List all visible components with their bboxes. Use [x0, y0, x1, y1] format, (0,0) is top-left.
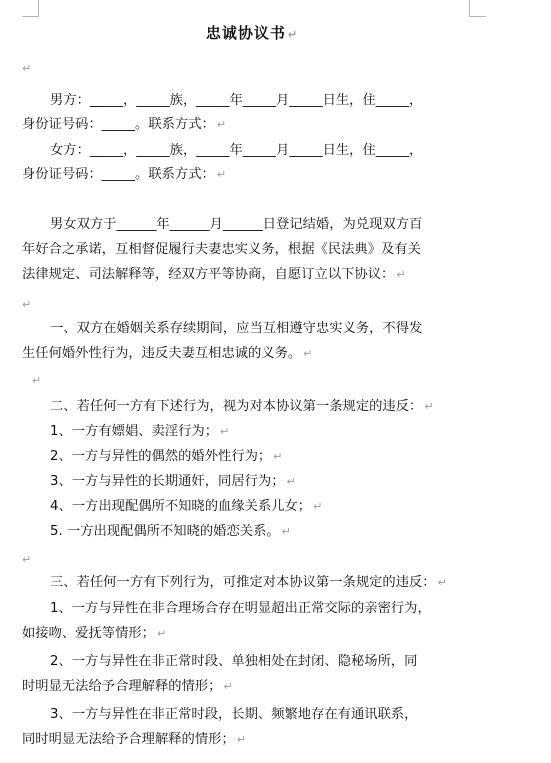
article-3-item-1-line-1: 1、一方与异性在非合理场合存在明显超出正常交际的亲密行为，	[50, 601, 431, 616]
paragraph-mark-icon: ↵	[236, 733, 246, 746]
empty-paragraph-mark-icon: ↵	[22, 298, 32, 311]
article-3-item-1-line-2: 如接吻、爱抚等情形； ↵	[22, 626, 167, 641]
article-2-item-3: 3、一方与异性的长期通奸，同居行为； ↵	[50, 474, 296, 489]
paragraph-mark-icon: ↵	[437, 576, 447, 589]
paragraph-mark-icon: ↵	[287, 28, 299, 41]
paragraph-mark-icon: ↵	[303, 347, 313, 360]
page-corner-marker-right	[469, 0, 486, 17]
preamble-line-3: 法律规定、司法解释等，经双方平等协商，自愿订立以下协议： ↵	[22, 267, 406, 282]
paragraph-mark-icon: ↵	[286, 475, 296, 488]
paragraph-mark-icon: ↵	[223, 680, 233, 693]
article-3-item-3-line-1: 3、一方与异性在非正常时段，长期、频繁地存在有通讯联系，	[50, 707, 418, 722]
paragraph-mark-icon: ↵	[156, 627, 167, 640]
empty-paragraph-mark-icon: ↵	[22, 553, 32, 566]
empty-paragraph-mark-icon: ↵	[32, 374, 42, 387]
article-1-line-2: 生任何婚外性行为，违反夫妻互相忠诚的义务。 ↵	[22, 346, 313, 361]
female-id-line: 身份证号码：_____。联系方式： ↵	[22, 167, 227, 182]
paragraph-mark-icon: ↵	[220, 425, 230, 438]
male-id-line: 身份证号码：_____。联系方式： ↵	[22, 117, 227, 132]
paragraph-mark-icon: ↵	[216, 168, 227, 181]
preamble-line-1: 男女双方于______年______月______日登记结婚，为兑现双方百	[50, 217, 423, 232]
article-2-heading: 二、若任何一方有下述行为，视为对本协议第一条规定的违反： ↵	[50, 399, 434, 414]
article-2-item-5: 5. 一方出现配偶所不知晓的婚恋关系。 ↵	[50, 524, 291, 539]
article-2-item-2: 2、一方与异性的偶然的婚外性行为； ↵	[50, 449, 283, 464]
article-3-item-2-line-1: 2、一方与异性在非正常时段、单独相处在封闭、隐秘场所，同	[50, 654, 418, 669]
male-party-line: 男方：_____，_____族，_____年_____月_____日生，住_____，	[50, 93, 423, 108]
article-3-item-2-line-2: 时明显无法给予合理解释的情形； ↵	[22, 679, 233, 694]
paragraph-mark-icon: ↵	[396, 268, 406, 281]
article-3-heading: 三、若任何一方有下列行为，可推定对本协议第一条规定的违反： ↵	[50, 575, 447, 590]
paragraph-mark-icon: ↵	[313, 500, 323, 513]
paragraph-mark-icon: ↵	[281, 525, 291, 538]
article-2-item-1: 1、一方有嫖娼、卖淫行为； ↵	[50, 424, 230, 439]
document-title	[22, 22, 482, 43]
paragraph-mark-icon: ↵	[424, 400, 434, 413]
paragraph-mark-icon: ↵	[273, 450, 283, 463]
title-text: 忠诚协议书	[205, 24, 286, 42]
paragraph-mark-icon: ↵	[216, 118, 227, 131]
article-3-item-3-line-2: 同时明显无法给予合理解释的情形； ↵	[22, 732, 246, 747]
female-party-line: 女方：_____，_____族，_____年_____月_____日生，住_____，	[50, 143, 423, 158]
page-corner-marker-left	[22, 0, 39, 17]
article-1-line-1: 一、双方在婚姻关系存续期间，应当互相遵守忠实义务，不得发	[50, 321, 423, 336]
preamble-line-2: 年好合之承诺，互相督促履行夫妻忠实义务，根据《民法典》及有关	[22, 242, 421, 257]
empty-paragraph-mark-icon: ↵	[22, 62, 32, 75]
article-2-item-4: 4、一方出现配偶所不知晓的血缘关系儿女； ↵	[50, 499, 323, 514]
